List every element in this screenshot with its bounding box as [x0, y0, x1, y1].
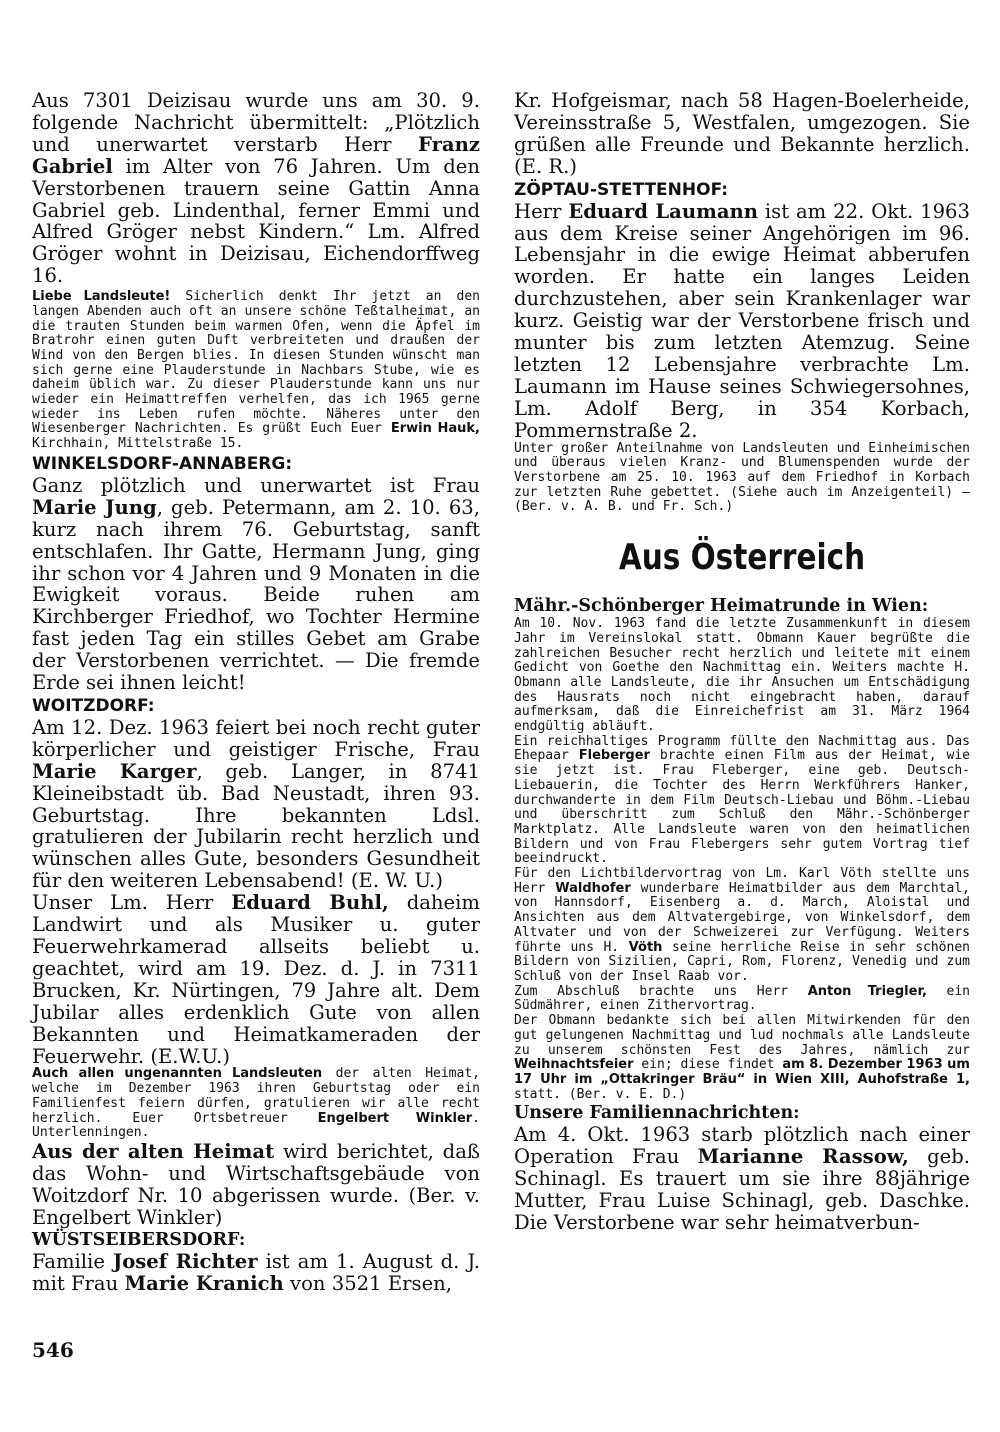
- rassow-paragraph: Am 4. Okt. 1963 starb plötzlich nach einer Operation Frau Marianne Rassow, geb. Schinagl. Es trauert um sie ihre 88jährige Mutter, Frau Luise Schinagl, geb. Daschke. Die Verstorbene war sehr heimatverbun-: [514, 1123, 971, 1234]
- richter-paragraph: Familie Josef Richter ist am 1. August d. J. mit Frau Marie Kranich von 3521 Ersen,: [32, 1249, 480, 1295]
- winkelsdorf-heading: WINKELSDORF-ANNABERG:: [32, 453, 293, 474]
- anteilnahme-paragraph: Unter großer Anteilnahme von Landsleuten und Einheimischen und überaus vielen Kranz- und Blumenspenden wurde der Verstorbene am 25. 10. 1963 auf dem Friedhof in Korbach zur letzten Ruhe gebettet. (Siehe auch im Anzeigenteil) — (Ber. v. A. B. und Fr. Sch.): [514, 440, 970, 515]
- right-column: [514, 90, 970, 1234]
- hofgeismar-paragraph: Kr. Hofgeismar, nach 58 Hagen-Boelerheide, Vereinsstraße 5, Westfalen, umgezogen. Sie grüßen alle Freunde und Bekannte herzlich. (E. R.): [514, 89, 970, 178]
- lichtbilder-paragraph: Für den Lichtbildervortrag von Lm. Karl Vöth stellte uns Herr Waldhofer wunderbare Heimatbilder aus dem Marchtal, von Hannsdorf, Eisenberg a. d. March, Aloistal und Ansichten aus dem Altvatergebirge, von Winkelsdorf, dem Altvater und von der Schweizerei zur Verfügung. Weiters führte uns H. Vöth seine herrliche Reise in sehr schönen Bildern von Sizilien, Capri, Rom, Florenz, Venedig und zum Schluß von der Insel Raab vor.: [514, 866, 970, 984]
- page-number: 546: [32, 1338, 74, 1362]
- weihnachtsfeier-paragraph: Der Obmann bedankte sich bei allen Mitwirkenden für den gut gelungenen Nachmittag und lud nochmals alle Landsleute zu unserem schönsten Fest des Jahres, nämlich zur Weihnachtsfeier ein; diese findet am 8. Dezember 1963 um 17 Uhr im „Ottakringer Bräu“ in Wien XIII, Auhofstraße 1, statt. (Ber. v. E. D.): [514, 1013, 970, 1102]
- left-column: [32, 90, 480, 1294]
- buhl-paragraph: Unser Lm. Herr Eduard Buhl, daheim Landwirt und als Musiker u. guter Feuerwehrkamerad allseits beliebt u. geachtet, wird am 19. Dez. d. J. in 7311 Brucken, Kr. Nürtingen, 79 Jahre alt. Dem Jubilar alles erdenklich Gute von allen Bekannten und Heimatkameraden der Feuerwehr. (E.W.U.): [32, 891, 480, 1068]
- laumann-paragraph: Herr Eduard Laumann ist am 22. Okt. 1963 aus dem Kreise seiner Angehörigen im 96. Lebensjahr in die ewige Heimat abberufen worden. Er hatte ein langes Leiden durchzustehen, aber sein Krankenlager war kurz. Geistig war der Verstorbene frisch und munter bis zum letzten Atemzug. Seine letzten 12 Lebensjahre verbrachte Lm. Laumann im Hause seines Schwiegersohnes, Lm. Adolf Berg, in 354 Korbach, Pommernstraße 2.: [514, 199, 970, 442]
- wuestseibersdorf-heading: WÜSTSEIBERSDORF:: [32, 1229, 246, 1250]
- zusammenkunft-paragraph: Am 10. Nov. 1963 fand die letzte Zusammenkunft in diesem Jahr im Vereinslokal statt. Obmann Kauer begrüßte die zahlreichen Besucher recht herzlich und leitete mit einem Gedicht von Goethe den Nachmittag ein. Weiters machte H. Obmann alle Landsleute, die ihr Ansuchen um Entschädigung des Hausrats noch nicht eingebracht haben, darauf aufmerksam, daß die Einreichefrist am 31. März 1964 endgültig abläuft.: [514, 616, 970, 735]
- zoeptau-heading: ZÖPTAU-STETTENHOF:: [514, 179, 729, 200]
- alte-heimat-paragraph: Aus der alten Heimat wird berichtet, daß das Wohn- und Wirtschaftsgebäude von Woitzdorf Nr. 10 abgerissen wurde. (Ber. v. Engelbert Winkler): [32, 1139, 480, 1229]
- woitzdorf-heading: WOITZDORF:: [32, 695, 155, 716]
- zither-paragraph: Zum Abschluß brachte uns Herr Anton Triegler, ein Südmährer, einen Zithervortrag.: [514, 983, 970, 1014]
- winkelsdorf-paragraph: Ganz plötzlich und unerwartet ist Frau Marie Jung, geb. Petermann, am 2. 10. 63, kurz nach ihrem 76. Geburtstag, sanft entschlafen. Ihr Gatte, Hermann Jung, ging ihr schon vor 4 Jahren und 9 Monaten in die Ewigkeit voraus. Beide ruhen am Kirchberger Friedhof, wo Tochter Hermine fast jeden Tag ein stilles Gebet am Grabe der Verstorbenen verrichtet. — Die fremde Erde sei ihnen leicht!: [32, 473, 481, 695]
- ungenannte-paragraph: Auch allen ungenannten Landsleuten der alten Heimat, welche im Dezember 1963 ihren Geburtstag oder ein Familienfest feiern dürfen, gratulieren wir alle recht herzlich. Euer Ortsbetreuer Engelbert Winkler. Unterlenningen.: [32, 1066, 480, 1141]
- heimatrunde-heading: Mähr.-Schönberger Heimatrunde in Wien:: [514, 596, 929, 617]
- familiennachrichten-heading: Unsere Familiennachrichten:: [514, 1103, 800, 1124]
- karger-paragraph: Am 12. Dez. 1963 feiert bei noch recht guter körperlicher und geistiger Frische, Frau Marie Karger, geb. Langer, in 8741 Kleineibstadt üb. Bad Neustadt, ihren 93. Geburtstag. Ihre bekannten Ldsl. gratulieren der Jubilarin recht herzlich und wünschen alles Gute, besonders Gesundheit für den weiteren Lebensabend! (E. W. U.): [32, 715, 480, 893]
- deizisau-paragraph: Aus 7301 Deizisau wurde uns am 30. 9. folgende Nachricht übermittelt: „Plötzlich und unerwartet verstarb Herr Franz Gabriel im Alter von 76 Jahren. Um den Verstorbenen trauern seine Gattin Anna Gabriel geb. Lindenthal, ferner Emmi und Alfred Gröger nebst Kindern.“ Lm. Alfred Gröger wohnt in Deizisau, Eichendorffweg 16.: [32, 89, 480, 288]
- programm-paragraph: Ein reichhaltiges Programm füllte den Nachmittag aus. Das Ehepaar Fleberger brachte einen Film aus der Heimat, wie sie jetzt ist. Frau Fleberger, eine geb. Deutsch-Liebauerin, die Tochter des Herrn Werkführers Hanker, durchwanderte in dem Film Deutsch-Liebau und Böhm.-Liebau und überschritt zum Schluß den Mähr.-Schönberger Marktplatz. Alle Landsleute waren von den heimatlichen Bildern und von Frau Flebergers sehr gutem Vortrag tief beeindruckt.: [514, 733, 970, 867]
- section-title: Aus Österreich: [618, 537, 866, 579]
- liebe-landsleute-paragraph: Liebe Landsleute! Sicherlich denkt Ihr jetzt an den langen Abenden auch oft an unsere schöne Teßtalheimat, an die trauten Stunden beim warmen Ofen, wenn die Äpfel im Bratrohr einen guten Duft verbreiteten und draußen der Wind von den Bergen blies. In diesen Stunden wünscht man sich gerne eine Plauderstunde in Nachbars Stube, wie es daheim üblich war. Zu dieser Plauderstunde kann uns nur wieder ein Heimattreffen verhelfen, das ich 1965 gerne wieder ins Leben rufen möchte. Näheres unter den Wiesenberger Nachrichten. Es grüßt Euch Euer Erwin Hauk, Kirchhain, Mittelstraße 15.: [32, 289, 480, 452]
